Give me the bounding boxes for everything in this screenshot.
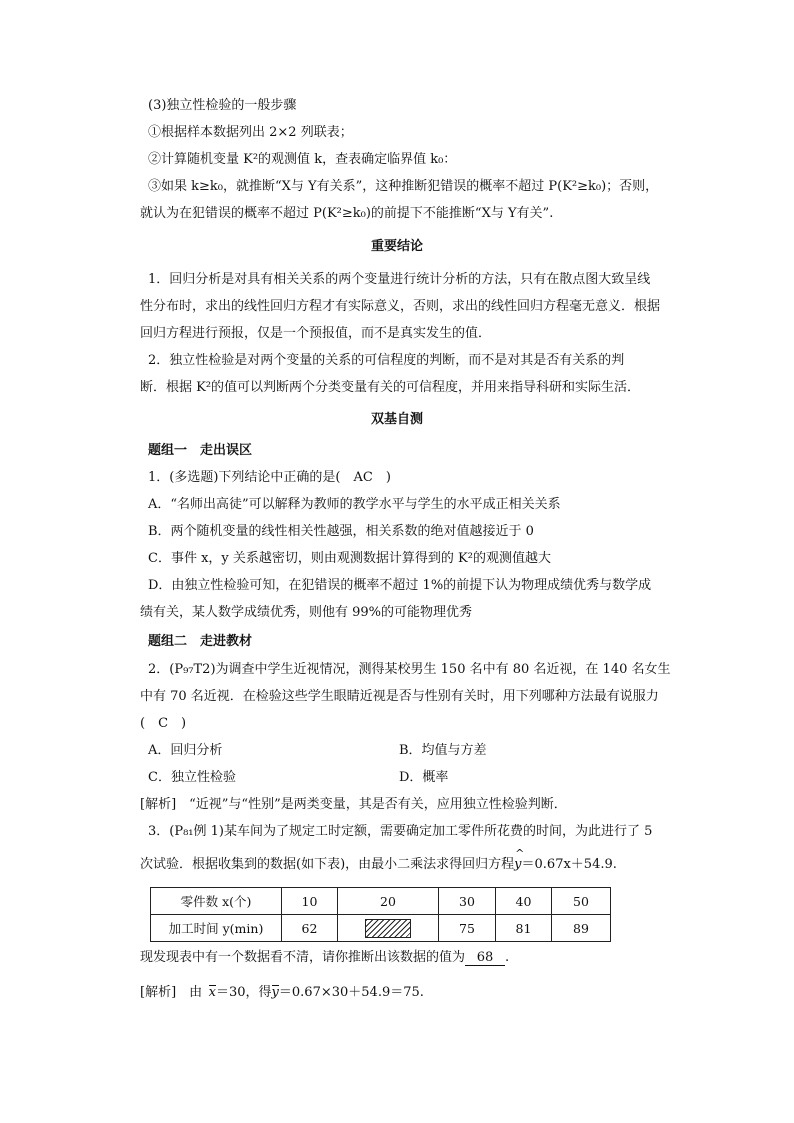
- step-2: ②计算随机变量 K²的观测值 k，查表确定临界值 k₀：: [148, 152, 457, 167]
- question-1-option-d-line-1: D．由独立性检验可知，在犯错误的概率不超过 1%的前提下认为物理成绩优秀与数学成: [148, 578, 652, 593]
- solution-mid: ＝30，得: [216, 985, 272, 1000]
- table-cell: 40: [496, 888, 552, 915]
- conclusion-1-line-1: 1．回归分析是对具有相关关系的两个变量进行统计分析的方法，只有在散点图大致呈线: [148, 272, 651, 287]
- conclusion-1-line-3: 回归方程进行预报，仅是一个预报值，而不是真实发生的值．: [140, 326, 492, 341]
- conclusion-2-line-2: 断．根据 K²的值可以判断两个分类变量有关的可信程度，并用来指导科研和实际生活．: [140, 380, 641, 395]
- question-2-answer: ( C ): [140, 716, 187, 731]
- question-2-option-d: D．概率: [399, 770, 449, 785]
- question-3-line-2: [140, 847, 617, 874]
- question-1-option-c: C．事件 x，y 关系越密切，则由观测数据计算得到的 K²的观测值越大: [148, 551, 551, 566]
- x-bar: x: [208, 985, 216, 1000]
- conclusions-title: 重要结论: [370, 239, 423, 254]
- table-header-cell: 加工时间 y(min): [151, 915, 282, 942]
- table-row: [151, 915, 611, 942]
- obscured-hatch: [365, 919, 411, 938]
- question-2-solution: [解析] “近视”与“性别”是两类变量，其是否有关，应用独立性检验判断．: [140, 797, 567, 812]
- question-1-option-d-line-2: 绩有关，某人数学成绩优秀，则他有 99%的可能物理优秀: [140, 605, 473, 620]
- group-1-heading: 题组一 走出误区: [148, 443, 253, 458]
- selftest-title: 双基自测: [370, 412, 423, 427]
- table-cell: 75: [439, 915, 496, 942]
- question-3-text: 次试验．根据收集到的数据(如下表)，由最小二乘法求得回归方程: [140, 857, 515, 872]
- table-cell: 20: [338, 888, 439, 915]
- table-row: [151, 888, 611, 915]
- steps-heading: (3)独立性检验的一般步骤: [148, 98, 297, 113]
- table-cell: 81: [496, 915, 552, 942]
- table-cell-obscured: [338, 915, 439, 942]
- data-table: [150, 887, 611, 942]
- regression-equation: ＝0.67x＋54.9.: [521, 857, 617, 872]
- question-3-period: .: [505, 950, 510, 965]
- question-3-line-3: [140, 949, 509, 967]
- answer-blank: 68: [465, 951, 505, 966]
- question-2-option-b: B．均值与方差: [399, 743, 487, 758]
- question-3-solution: [140, 984, 424, 1002]
- question-2-line-1: 2．(P₉₇T2)为调查中学生近视情况，测得某校男生 150 名中有 80 名近视，在 140 名女生: [148, 662, 671, 677]
- solution-label: [解析] 由: [140, 985, 203, 1000]
- step-3-line-2: 就认为在犯错误的概率不超过 P(K²≥k₀)的前提下不能推断“X与 Y有关”.: [140, 206, 554, 221]
- regression-y-hat: [514, 847, 525, 874]
- table-cell: 50: [552, 888, 611, 915]
- var-y: y: [514, 857, 522, 872]
- question-1-option-b: B．两个随机变量的线性相关性越强，相关系数的绝对值越接近于 0: [148, 524, 534, 539]
- conclusion-1-line-2: 性分布时，求出的线性回归方程才有实际意义，否则，求出的线性回归方程毫无意义．根据: [140, 299, 661, 314]
- hat-mark: ^: [515, 847, 525, 860]
- question-3-prompt: 现发现表中有一个数据看不清，请你推断出该数据的值为: [140, 950, 466, 965]
- y-bar: y: [271, 985, 279, 1000]
- table-cell: 30: [439, 888, 496, 915]
- question-2-option-a: A．回归分析: [148, 743, 223, 758]
- question-2-option-c: C．独立性检验: [148, 770, 236, 785]
- table-cell: 10: [282, 888, 338, 915]
- step-3-line-1: ③如果 k≥k₀，就推断“X与 Y有关系”，这种推断犯错误的概率不超过 P(K²≥k₀)；否则，: [148, 179, 659, 194]
- question-1: 1．(多选题)下列结论中正确的是( AC ): [148, 470, 391, 485]
- question-2-line-2: 中有 70 名近视．在检验这些学生眼睛近视是否与性别有关时，用下列哪种方法最有说服力: [140, 689, 659, 704]
- question-3-line-1: 3．(P₈₁例 1)某车间为了规定工时定额，需要确定加工零件所花费的时间，为此进行了 5: [148, 824, 653, 839]
- step-1: ①根据样本数据列出 2×2 列联表；: [148, 125, 353, 140]
- solution-result: ＝0.67×30＋54.9＝75.: [278, 985, 424, 1000]
- table-header-cell: 零件数 x(个): [151, 888, 282, 915]
- table-cell: 89: [552, 915, 611, 942]
- question-1-option-a: A．“名师出高徒”可以解释为教师的教学水平与学生的水平成正相关关系: [148, 497, 561, 512]
- conclusion-2-line-1: 2．独立性检验是对两个变量的关系的可信程度的判断，而不是对其是否有关系的判: [148, 353, 625, 368]
- group-2-heading: 题组二 走进教材: [148, 634, 253, 649]
- table-cell: 62: [282, 915, 338, 942]
